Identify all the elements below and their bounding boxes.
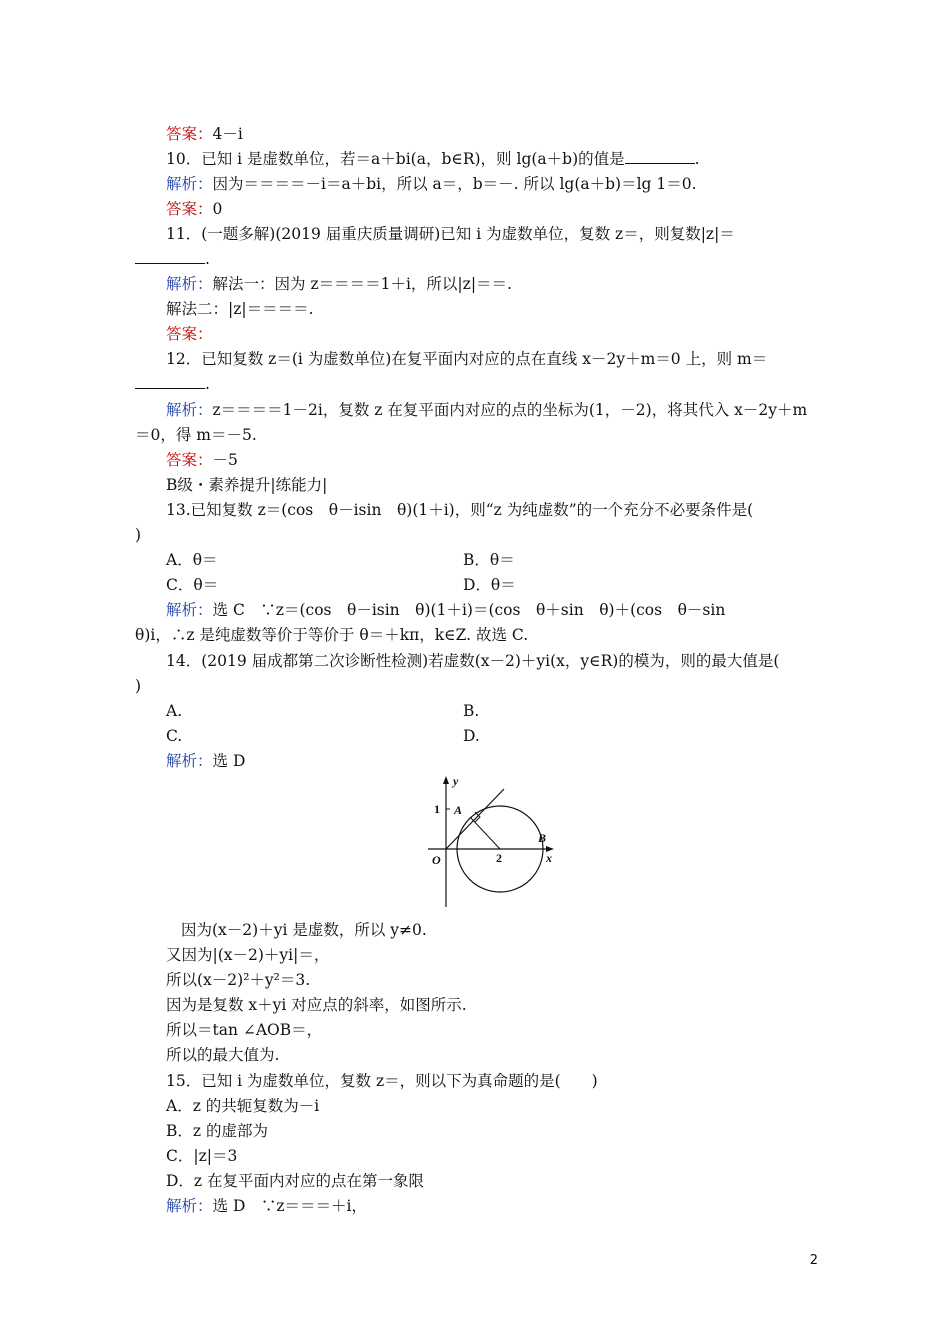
answer-11: 答案： — [166, 325, 213, 343]
label-origin: O — [432, 853, 441, 867]
analysis-13-cont: θ)i，∴z 是纯虚数等价于等价于 θ＝＋kπ，k∈Z. 故选 C. — [135, 626, 529, 644]
question-13: 13.已知复数 z＝(cos θ－isin θ)(1＋i)，则“z 为纯虚数”的一个充分不必要条件是( — [166, 501, 754, 519]
options-14-cd — [166, 726, 766, 746]
option-15-b: B．z 的虚部为 — [166, 1122, 268, 1140]
analysis-10: 解析：因为＝＝＝＝－i＝a＋bi，所以 a＝，b＝－. 所以 lg(a＋b)＝lg 1＝0. — [166, 175, 697, 193]
option-c: C. — [166, 727, 183, 745]
analysis-13: 解析：选 C ∵z＝(cos θ－isin θ)(1＋i)＝(cos θ＋sin θ)＋(cos θ－sin — [166, 601, 726, 619]
label-tick-2: 2 — [496, 851, 502, 865]
analysis-14-line6: 所以的最大值为. — [166, 1046, 280, 1064]
option-c: C．θ＝ — [166, 576, 219, 594]
label-y: y — [453, 774, 459, 788]
option-b: B．θ＝ — [463, 551, 515, 569]
answer-blank — [625, 151, 695, 164]
options-13-cd — [166, 575, 766, 595]
analysis-14: 解析：选 D — [166, 752, 246, 770]
option-a: A. — [166, 702, 183, 720]
radius-line — [470, 817, 500, 849]
analysis-11-method2: 解法二：|z|＝＝＝＝. — [166, 300, 314, 318]
question-11-blank: . — [135, 249, 210, 269]
options-13-ab — [166, 550, 766, 570]
analysis-14-line2: 又因为|(x－2)＋yi|＝， — [166, 946, 330, 964]
option-15-d: D．z 在复平面内对应的点在第一象限 — [166, 1172, 425, 1190]
question-15: 15．已知 i 为虚数单位，复数 z＝，则以下为真命题的是( ) — [166, 1072, 598, 1090]
page-number: 2 — [809, 1253, 818, 1268]
option-a: A．θ＝ — [166, 551, 218, 569]
analysis-14-line3: 所以(x－2)²＋y²＝3. — [166, 971, 311, 989]
analysis-12: 解析：z＝＝＝＝1－2i，复数 z 在复平面内对应的点的坐标为(1，－2)，将其代入 x－2y＋m — [166, 401, 808, 419]
analysis-14-line1: 因为(x－2)＋yi 是虚数，所以 y≠0. — [181, 921, 427, 939]
circle-figure — [420, 772, 560, 912]
option-15-c: C．|z|＝3 — [166, 1147, 238, 1165]
option-d: D. — [463, 727, 480, 745]
answer-9: 答案：4－i — [166, 125, 243, 143]
section-heading: B级・素养提升|练能力| — [166, 476, 328, 494]
label-point-b: B — [538, 831, 547, 845]
question-12: 12．已知复数 z＝(i 为虚数单位)在复平面内对应的点在直线 x－2y＋m＝0 上，则 m＝ — [166, 350, 768, 368]
analysis-12-cont: ＝0，得 m＝－5. — [135, 426, 257, 444]
question-10: 10．已知 i 是虚数单位，若＝a＋bi(a，b∈R)，则 lg(a＋b)的值是 . — [166, 150, 700, 168]
label-tick-1: 1 — [434, 802, 440, 816]
question-11: 11．(一题多解)(2019 届重庆质量调研)已知 i 为虚数单位，复数 z＝，则复数|z|＝ — [166, 225, 735, 243]
question-14: 14．(2019 届成都第二次诊断性检测)若虚数(x－2)＋yi(x，y∈R)的模为，则的最大值是( — [166, 652, 780, 670]
answer-12: 答案：－5 — [166, 451, 238, 469]
question-12-blank: . — [135, 374, 210, 394]
option-15-a: A．z 的共轭复数为－i — [166, 1097, 320, 1115]
option-d: D．θ＝ — [463, 576, 516, 594]
tangent-line — [446, 789, 504, 849]
option-b: B. — [463, 702, 480, 720]
analysis-14-line5: 所以＝tan ∠AOB＝， — [166, 1021, 323, 1039]
answer-blank — [135, 376, 205, 389]
answer-blank — [135, 251, 205, 264]
label-x: x — [546, 851, 552, 865]
question-13-cont: ) — [135, 526, 142, 544]
options-14-ab — [166, 701, 766, 721]
answer-10: 答案：0 — [166, 200, 223, 218]
analysis-14-line4: 因为是复数 x＋yi 对应点的斜率，如图所示. — [166, 996, 467, 1014]
y-axis-arrow — [443, 776, 449, 784]
analysis-11: 解析：解法一：因为 z＝＝＝＝1＋i，所以|z|＝＝. — [166, 275, 512, 293]
label-point-a: A — [454, 803, 463, 817]
analysis-15: 解析：选 D ∵z＝＝＝＋i， — [166, 1197, 367, 1215]
question-14-cont: ) — [135, 677, 142, 695]
